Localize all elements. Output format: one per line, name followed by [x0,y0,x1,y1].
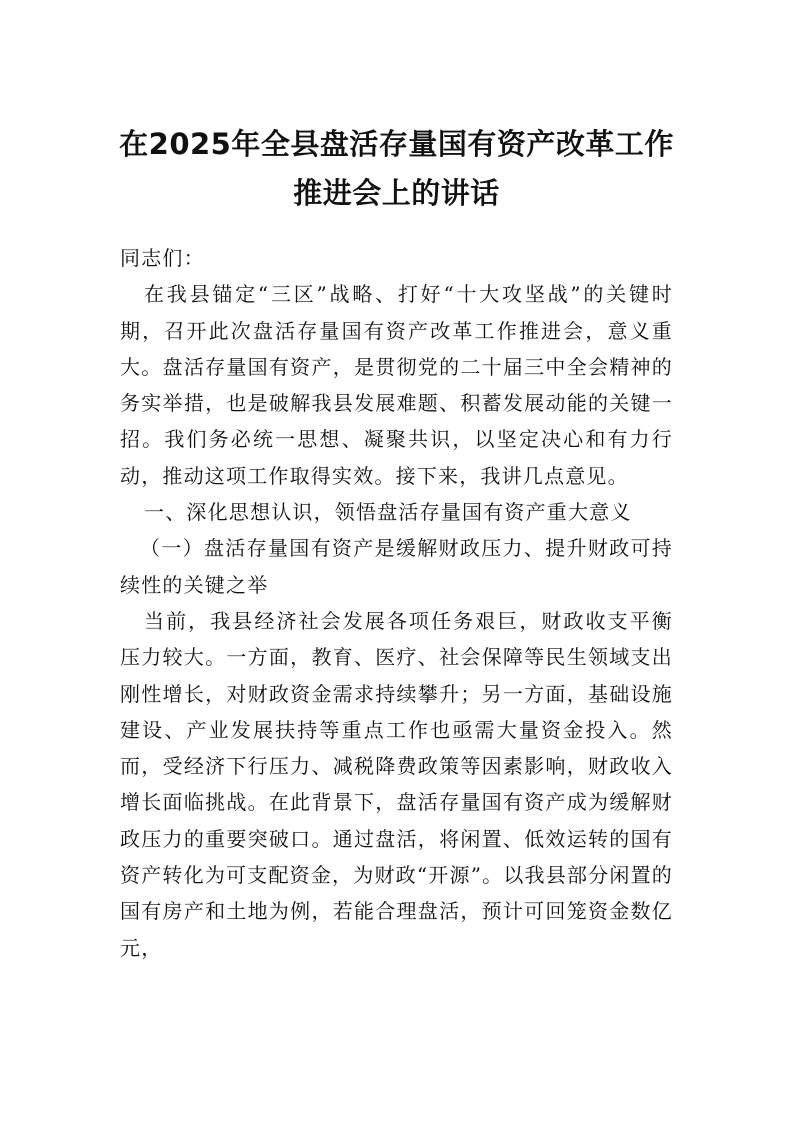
title-line-2: 推进会上的讲话 [293,176,500,210]
document-body [120,240,673,966]
subsection-heading: （一）盘活存量国有资产是缓解财政压力、提升财政可持续性的关键之举 [120,536,673,597]
paragraph-intro: 在我县锚定“三区”战略、打好“十大攻坚战”的关键时期，召开此次盘活存量国有资产改革工作推进会，意义重大。盘活存量国有资产，是贯彻党的二十届三中全会精神的务实举措，也是破解我县发展难题、积蓄发展动能的关键一招。我们务必统一思想、凝聚共识，以坚定决心和有力行动，推动这项工作取得实效。接下来，我讲几点意见。 [120,282,673,488]
section-heading: 一、深化思想认识，领悟盘活存量国有资产重大意义 [144,500,632,525]
salutation: 同志们： [120,246,205,270]
paragraph-body: 当前，我县经济社会发展各项任务艰巨，财政收支平衡压力较大。一方面，教育、医疗、社会保障等民生领域支出刚性增长，对财政资金需求持续攀升；另一方面，基础设施建设、产业发展扶持等重点工作也亟需大量资金投入。然而，受经济下行压力、减税降费政策等因素影响，财政收入增长面临挑战。在此背景下，盘活存量国有资产成为缓解财政压力的重要突破口。通过盘活，将闲置、低效运转的国有资产转化为可支配资金，为财政“开源”。以我县部分闲置的国有房产和土地为例，若能合理盘活，预计可回笼资金数亿元， [120,608,673,960]
title-line-1: 在2025年全县盘活存量国有资产改革工作 [119,127,674,161]
